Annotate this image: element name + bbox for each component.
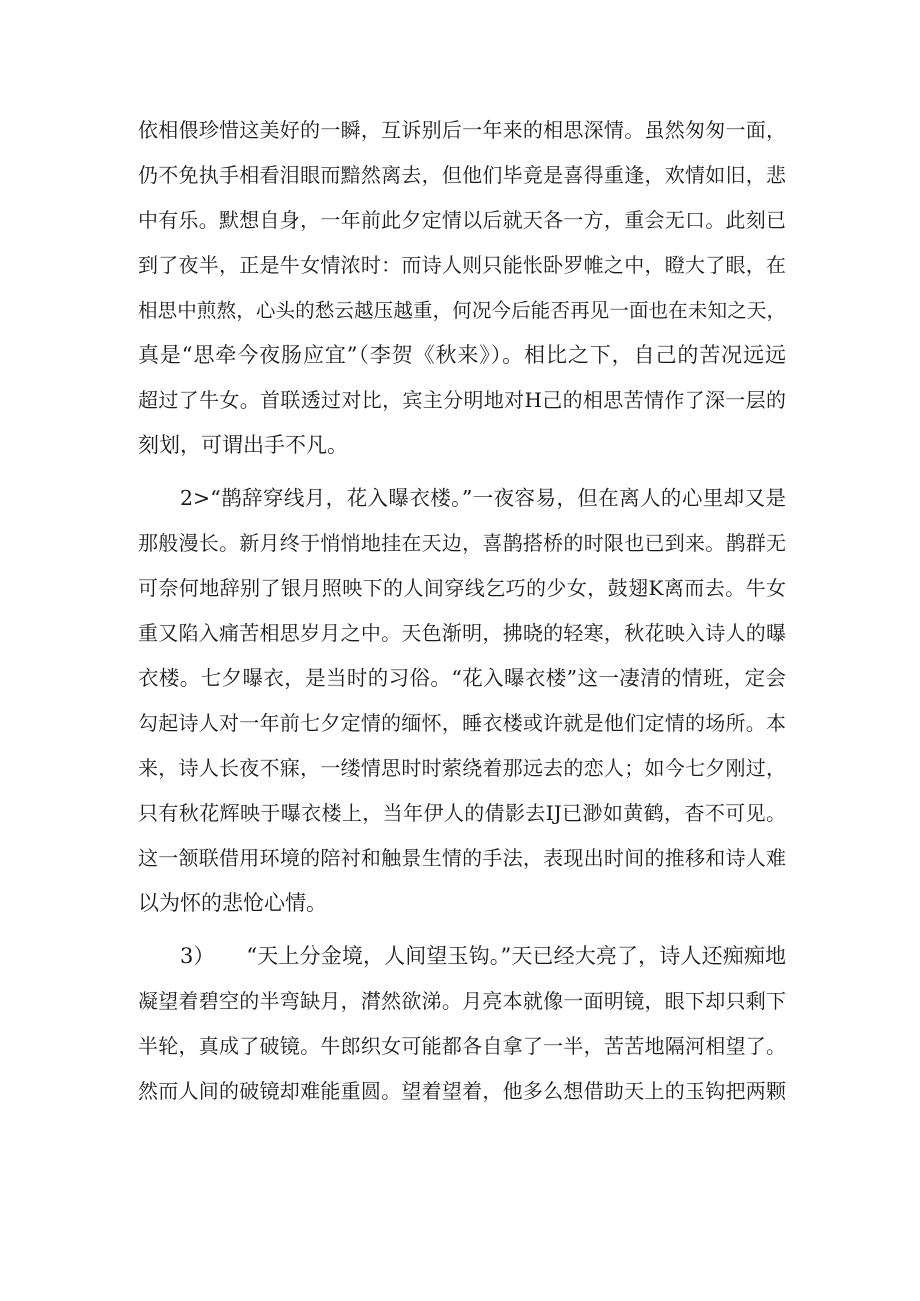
text-line: 只有秋花辉映于曝衣楼上，当年伊人的倩影去IJ已渺如黄鹤，杳不可见。 (138, 801, 786, 825)
text-line: 超过了牛女。首联透过对比，宾主分明地对H己的相思苦情作了深一层的 (138, 388, 786, 412)
text-line: 半轮，真成了破镜。牛郎织女可能都各自拿了一半，苦苦地隔河相望了。 (138, 1034, 786, 1058)
text-line: 2>“鹊辞穿线月，花入曝衣楼。”一夜容易，但在离人的心里却又是 (180, 486, 786, 510)
text-line: 凝望着碧空的半弯缺月，潸然欲涕。月亮本就像一面明镜，眼下却只剩下 (138, 989, 786, 1013)
text-line: 相思中煎熬，心头的愁云越压越重，何况今后能否再见一面也在未知之天， (138, 299, 786, 322)
text-line: 来，诗人长夜不寐，一缕情思时时萦绕着那远去的恋人；如今七夕刚过， (138, 756, 786, 780)
text-line: 这一颔联借用环境的陪衬和触景生情的手法，表现出时间的推移和诗人难 (138, 846, 786, 870)
text-line: 那般漫长。新月终于悄悄地挂在天边，喜鹊搭桥的时限也已到来。鹊群无 (138, 531, 786, 555)
text-line: 到了夜半，正是牛女情浓时：而诗人则只能怅卧罗帷之中，瞪大了眼，在 (138, 253, 786, 277)
paragraph-gap (138, 926, 786, 934)
paragraph-gap (138, 468, 786, 476)
text-line: 然而人间的破镜却难能重圆。望着望着，他多么想借助天上的玉钩把两颗 (138, 1079, 786, 1103)
text-line: 衣楼。七夕曝衣，是当时的习俗。“花入曝衣楼”这一凄清的情班，定会 (138, 666, 786, 690)
text-line: 依相偎珍惜这美好的一瞬，互诉别后一年来的相思深情。虽然匆匆一面， (138, 118, 786, 142)
text-line: 3） “天上分金境，人间望玉钩。”天已经大亮了，诗人还痴痴地 (180, 944, 786, 968)
text-line: 重又陷入痛苦相思岁月之中。天色渐明，拂晓的轻寒，秋花映入诗人的曝 (138, 621, 786, 645)
document-body (138, 108, 786, 1114)
paragraph-2 (138, 476, 786, 926)
paragraph-1 (138, 108, 786, 468)
text-line: 勾起诗人对一年前七夕定情的缅怀，睡衣楼或许就是他们定情的场所。本 (138, 711, 786, 735)
text-line: 真是“思牵今夜肠应宜”（李贺《秋来》）。相比之下，自己的苦况远远 (138, 343, 786, 367)
text-line: 可奈何地辞别了银月照映下的人间穿线乞巧的少女，鼓翅K离而去。牛女 (138, 576, 786, 600)
text-line: 以为怀的悲怆心情。 (138, 891, 327, 915)
paragraph-3 (138, 934, 786, 1114)
text-line: 刻划，可谓出手不凡。 (138, 433, 348, 457)
text-line: 中有乐。默想自身，一年前此夕定情以后就天各一方，重会无口。此刻已 (138, 208, 786, 232)
text-line: 仍不免执手相看泪眼而黯然离去，但他们毕竟是喜得重逢，欢情如旧，悲 (138, 163, 786, 187)
